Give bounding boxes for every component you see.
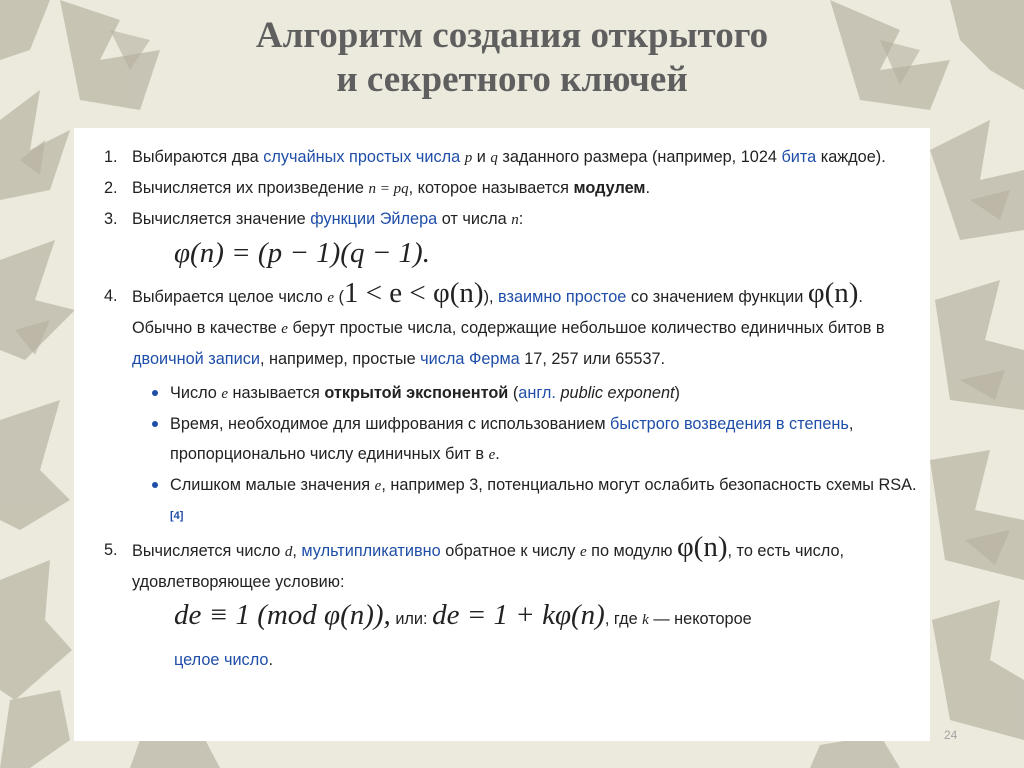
math-var-e: e	[488, 447, 496, 463]
math-inequality: 1 < e < φ(n)	[343, 277, 484, 309]
math-var-e: e	[221, 386, 229, 402]
item-text: Вычисляется число	[132, 542, 285, 561]
math-formula-phi: φ(n) = (p − 1)(q − 1).	[174, 237, 430, 269]
slide-title	[0, 14, 1024, 102]
item-text: 17, 257 или 65537.	[519, 350, 666, 368]
math-var-e: e	[281, 321, 288, 337]
math-var-n: n	[511, 212, 519, 228]
euler-formula	[132, 233, 917, 277]
bullet-text: называется	[228, 384, 325, 402]
item-text: по модулю	[586, 542, 677, 561]
list-number: 5.	[104, 541, 118, 560]
list-item-4	[102, 277, 917, 535]
bullet-text: , пропорционально числу единичных бит в	[170, 415, 854, 463]
math-var-p: p	[464, 150, 473, 166]
item-text: Вычисляется значение	[132, 210, 311, 228]
math-var-e: e	[327, 290, 334, 306]
list-number: 1.	[104, 148, 118, 166]
item-text: со значением функции	[626, 288, 808, 306]
math-formula-n-pq: n = pq	[368, 181, 409, 197]
link-english[interactable]: англ.	[518, 384, 556, 402]
bullet-text: Число	[170, 384, 222, 402]
item-text: ,	[292, 542, 302, 561]
list-number: 2.	[104, 179, 118, 197]
math-var-q: q	[490, 150, 498, 166]
item-text: или:	[390, 610, 433, 629]
item-text: .	[268, 651, 273, 670]
algorithm-list	[102, 142, 917, 684]
item-text: .	[645, 179, 650, 197]
bullet-item-1	[142, 378, 917, 409]
bullet-dot-icon	[152, 482, 158, 488]
slide-title-line-2: и секретного ключей	[336, 59, 688, 100]
math-formula-congruence: de ≡ 1 (mod φ(n)),	[174, 599, 391, 632]
link-euler-function[interactable]: функции Эйлера	[310, 210, 438, 228]
link-bit[interactable]: бита	[781, 148, 817, 166]
link-multiplicative[interactable]: мультипликативно	[301, 542, 441, 561]
item-text: Выбираются два	[132, 148, 264, 166]
item-text: (	[333, 288, 344, 306]
item-text: и	[472, 148, 491, 166]
math-phi-n: φ(n)	[807, 277, 859, 309]
english-term: public exponent	[555, 384, 675, 402]
item-text: , которое называется	[408, 179, 574, 197]
bullet-item-3	[142, 470, 917, 535]
link-fermat-numbers[interactable]: числа Ферма	[420, 350, 520, 368]
bullet-dot-icon	[152, 421, 158, 427]
item-text: Вычисляется их произведение	[132, 179, 369, 197]
link-fast-exponentiation[interactable]: быстрого возведения в степень	[610, 415, 849, 433]
bold-term-public-exponent: открытой экспонентой	[324, 384, 509, 402]
item-text: заданного размера (например, 1024	[497, 148, 782, 166]
item-text: обратное к числу	[440, 542, 580, 561]
bullet-text: .	[495, 445, 500, 463]
bullet-text: Слишком малые значения	[170, 476, 375, 494]
bullet-dot-icon	[152, 390, 158, 396]
link-binary-notation[interactable]: двоичной записи	[132, 350, 260, 368]
citation-link[interactable]: [4]	[170, 510, 184, 522]
item-text: от числа	[437, 210, 512, 228]
link-coprime[interactable]: взаимно простое	[498, 288, 627, 306]
math-var-d: d	[284, 544, 293, 561]
list-item-3	[102, 204, 917, 277]
item-text: — некоторое	[648, 610, 752, 629]
list-number: 4.	[104, 287, 118, 305]
math-phi-n: φ(n)	[676, 531, 728, 564]
link-integer[interactable]: целое число	[174, 651, 269, 670]
item-text: . Обычно в качестве	[132, 288, 863, 337]
math-var-k: k	[642, 612, 649, 629]
math-var-e: e	[579, 544, 587, 561]
item-text: берут простые числа, содержащие небольшое количество единичных битов в	[287, 319, 885, 337]
modular-condition	[132, 595, 917, 680]
math-var-e: e	[374, 478, 382, 494]
bullet-item-2	[142, 409, 917, 470]
bullet-text: (	[508, 384, 519, 402]
item-text: , где	[604, 610, 643, 629]
page-number: 24	[944, 728, 958, 742]
list-item-5	[102, 531, 917, 680]
item-text: , например, простые	[259, 350, 421, 368]
bullet-text: Время, необходимое для шифрования с использованием	[170, 415, 611, 433]
item-text: ),	[483, 288, 499, 306]
list-item-1	[102, 142, 917, 173]
list-item-2	[102, 173, 917, 204]
bullet-text: , например 3, потенциально могут ослабить безопасность схемы RSA.	[381, 476, 917, 494]
slide-title-line-1: Алгоритм создания открытого	[255, 15, 769, 56]
content-panel	[74, 128, 930, 741]
item-text: каждое).	[816, 148, 886, 166]
link-random-primes[interactable]: случайных простых числа	[263, 148, 461, 166]
bold-term-modulus: модулем	[573, 179, 646, 197]
item-text: Выбирается целое число	[132, 288, 328, 306]
math-formula-equation: de = 1 + kφ(n)	[432, 599, 605, 632]
item-text: , то есть число, удовлетворяющее условию:	[132, 542, 845, 592]
bullet-list	[142, 378, 917, 535]
bullet-text: )	[674, 384, 680, 402]
item-text: :	[518, 210, 524, 228]
list-number: 3.	[104, 210, 118, 228]
